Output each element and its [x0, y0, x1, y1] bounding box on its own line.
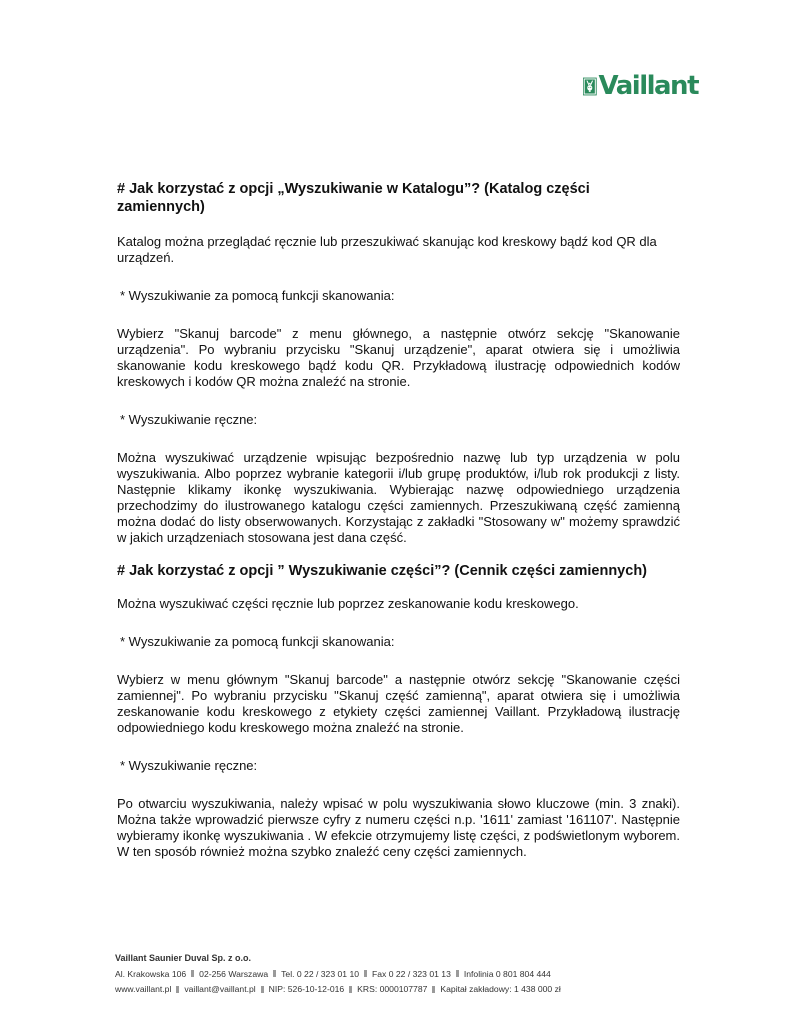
footer-company: Vaillant Saunier Duval Sp. z o.o.	[115, 953, 252, 963]
vaillant-bunny-icon	[583, 71, 597, 102]
footer-separator	[456, 970, 459, 977]
section2-scan-heading: * Wyszukiwanie za pomocą funkcji skanowania:	[120, 634, 395, 649]
footer-separator	[273, 970, 276, 977]
footer-fax: Fax 0 22 / 323 01 13	[372, 968, 451, 979]
footer-nip: NIP: 526-10-12-016	[268, 984, 345, 994]
footer-email: vaillant@vaillant.pl	[184, 984, 256, 994]
footer-registry-line	[115, 982, 715, 998]
section2-heading: # Jak korzystać z opcji ” Wyszukiwanie części”? (Cennik części zamiennych)	[117, 563, 648, 579]
footer-separator	[261, 986, 264, 993]
footer-capital: Kapitał zakładowy: 1 438 000 zł	[440, 984, 561, 994]
footer-phone: Tel. 0 22 / 323 01 10	[281, 968, 360, 979]
document-body	[117, 180, 680, 860]
footer-separator	[364, 970, 367, 977]
section1-manual-text: Można wyszukiwać urządzenie wpisując bezpośrednio nazwę lub typ urządzenia w polu wyszukiwania. Albo poprzez wybranie kategorii i/lub grupę produktów, i/lub rok produkcji z listy. Następnie klikamy ikonkę wyszukiwania. Wybierając nazwę odpowiedniego urządzenia przechodzimy do ilustrowanego katalogu części zamiennych. Przeszukiwaną część zamienną można dodać do listy obserwowanych. Korzystając z zakładki "Stosowany w" możemy sprawdzić w jakich urządzeniach stosowana jest dana część.	[117, 450, 680, 545]
section1-scan-text: Wybierz "Skanuj barcode" z menu głównego, a następnie otwórz sekcję "Skanowanie urządzenia". Po wybraniu przycisku "Skanuj urządzenie", aparat otwiera się i umożliwia skanowanie kodu kreskowego bądź kodu QR. Przykładową ilustrację odpowiednich kodów kreskowych i kodów QR można znaleźć na stronie.	[117, 326, 680, 389]
footer-separator	[432, 986, 435, 993]
section2-intro: Można wyszukiwać części ręcznie lub poprzez zeskanowanie kodu kreskowego.	[117, 596, 579, 611]
section1-heading: # Jak korzystać z opcji „Wyszukiwanie w Katalogu”? (Katalog części zamiennych)	[117, 181, 590, 215]
footer-website: www.vaillant.pl	[115, 984, 172, 994]
section1-scan-heading: * Wyszukiwanie za pomocą funkcji skanowania:	[120, 288, 395, 303]
footer-separator	[349, 986, 352, 993]
footer-city: 02-256 Warszawa	[199, 968, 269, 979]
section2-scan-text: Wybierz w menu głównym "Skanuj barcode" a następnie otwórz sekcję "Skanowanie części zamiennej". Po wybraniu przycisku "Skanuj część zamienną", aparat otwiera się i umożliwia zeskanowanie kodu kreskowego z etykiety części zamiennej Vaillant. Przykładową ilustrację odpowiedniego kodu kreskowego można znaleźć na stronie.	[117, 672, 680, 735]
footer-separator	[191, 970, 194, 977]
footer-separator	[176, 986, 179, 993]
vaillant-logo	[583, 70, 698, 102]
footer-address-line	[115, 967, 715, 983]
footer-hotline: Infolinia 0 801 804 444	[463, 968, 551, 979]
footer-street: Al. Krakowska 106	[115, 968, 187, 979]
vaillant-logo-text: Vaillant	[598, 70, 698, 101]
section1-intro: Katalog można przeglądać ręcznie lub przeszukiwać skanując kod kreskowy bądź kod QR dla urządzeń.	[117, 234, 657, 265]
footer-krs: KRS: 0000107787	[357, 984, 428, 994]
section1-manual-heading: * Wyszukiwanie ręczne:	[120, 412, 258, 427]
section2-manual-text: Po otwarciu wyszukiwania, należy wpisać w polu wyszukiwania słowo kluczowe (min. 3 znaki). Można także wprowadzić pierwsze cyfry z numeru części n.p. '1611' zamiast '161107'. Następnie wybieramy ikonkę wyszukiwania . W efekcie otrzymujemy listę części, z podświetlonym wyborem. W ten sposób również można szybko znaleźć ceny części zamiennych.	[117, 796, 680, 859]
section2-manual-heading: * Wyszukiwanie ręczne:	[120, 758, 258, 773]
page-footer	[115, 951, 715, 998]
